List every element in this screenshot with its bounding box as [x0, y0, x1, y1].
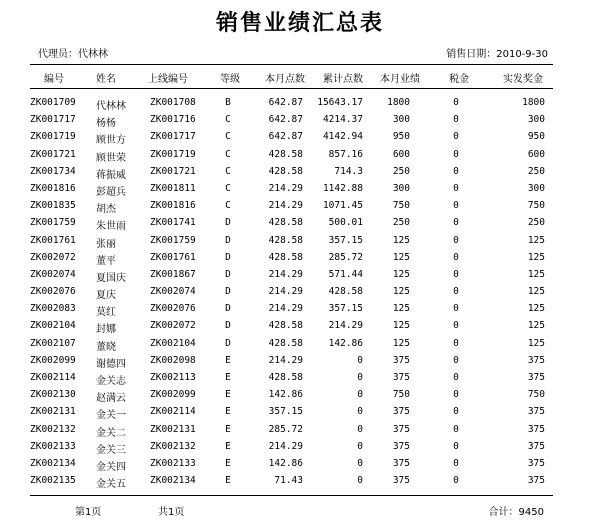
cell-id: ZK001761	[30, 234, 76, 246]
cell-name: 莫红	[96, 307, 116, 319]
date-value: 2010-9-30	[496, 49, 548, 60]
cell-bonus: 125	[527, 303, 545, 315]
cell-upline: ZK001759	[150, 234, 196, 246]
cell-month-sales: 1800	[387, 97, 410, 108]
cell-id: ZK002131	[30, 406, 76, 418]
cell-bonus: 950	[527, 131, 545, 143]
cell-tax: 0	[453, 475, 459, 487]
cell-name: 董平	[96, 255, 116, 267]
cell-name: 金关志	[96, 376, 126, 387]
cell-grade: D	[225, 217, 231, 229]
cell-month-points: 428.58	[268, 165, 303, 177]
cell-bonus: 375	[527, 475, 545, 487]
col-header-tax: 税金	[449, 74, 469, 85]
cell-month-sales: 375	[392, 440, 410, 452]
cell-id: ZK001717	[30, 114, 76, 126]
cell-tax: 0	[453, 234, 459, 246]
page-current: 第1页	[75, 507, 102, 518]
header-top-rule	[30, 64, 553, 65]
sales-date	[446, 45, 548, 60]
cell-name: 蒋振威	[96, 169, 126, 181]
cell-name: 胡杰	[96, 204, 116, 216]
cell-grade: E	[225, 457, 231, 469]
cell-grade: D	[225, 251, 231, 263]
cell-bonus: 1800	[522, 97, 545, 108]
cell-upline: ZK002114	[150, 406, 196, 418]
cell-total-points: 714.3	[334, 165, 363, 177]
cell-total-points: 571.44	[328, 268, 363, 280]
cell-grade: C	[225, 182, 231, 194]
cell-month-points: 142.86	[268, 457, 303, 469]
cell-grade: C	[225, 165, 231, 177]
table-row	[0, 180, 600, 197]
cell-id: ZK001835	[30, 200, 76, 212]
cell-name: 金关四	[96, 461, 126, 473]
cell-month-sales: 750	[392, 389, 410, 401]
cell-id: ZK001759	[30, 217, 76, 229]
cell-upline: ZK001761	[150, 251, 196, 263]
cell-bonus: 250	[527, 217, 545, 229]
cell-grade: D	[225, 234, 231, 246]
cell-month-points: 428.58	[268, 337, 303, 349]
cell-tax: 0	[453, 303, 459, 315]
cell-id: ZK001719	[30, 131, 76, 143]
cell-total-points: 857.16	[328, 148, 363, 160]
cell-bonus: 125	[527, 234, 545, 246]
cell-month-points: 428.58	[268, 217, 303, 229]
table-row	[0, 369, 600, 386]
cell-month-points: 642.87	[268, 114, 303, 126]
cell-month-points: 428.58	[268, 234, 303, 246]
cell-tax: 0	[453, 337, 459, 349]
cell-upline: ZK001816	[150, 200, 196, 212]
cell-bonus: 375	[527, 423, 545, 435]
cell-tax: 0	[453, 165, 459, 177]
cell-month-sales: 375	[392, 423, 410, 435]
cell-upline: ZK002113	[150, 372, 196, 383]
cell-id: ZK002130	[30, 389, 76, 401]
cell-bonus: 125	[527, 337, 545, 349]
date-label: 销售日期：	[446, 49, 497, 60]
cell-total-points: 4214.37	[322, 114, 363, 126]
cell-tax: 0	[453, 354, 459, 366]
table-row	[0, 317, 600, 334]
agent-label: 代理员：	[38, 49, 78, 60]
cell-month-sales: 125	[392, 251, 410, 263]
cell-name: 谢德四	[96, 358, 126, 370]
cell-tax: 0	[453, 148, 459, 160]
table-row	[0, 335, 600, 352]
cell-grade: B	[225, 97, 231, 108]
cell-upline: ZK002074	[150, 286, 196, 298]
cell-grade: E	[225, 406, 231, 418]
cell-upline: ZK001719	[150, 148, 196, 160]
table-row	[0, 214, 600, 231]
cell-bonus: 300	[527, 182, 545, 194]
cell-total-points: 0	[357, 457, 363, 469]
table-row	[0, 232, 600, 249]
cell-grade: C	[225, 200, 231, 212]
cell-upline: ZK002134	[150, 475, 196, 487]
cell-upline: ZK002098	[150, 354, 196, 366]
cell-name: 顾世荣	[96, 152, 126, 164]
cell-id: ZK002083	[30, 303, 76, 315]
cell-total-points: 285.72	[328, 251, 363, 263]
table-header	[0, 70, 600, 88]
cell-total-points: 0	[357, 423, 363, 435]
cell-month-sales: 125	[392, 320, 410, 332]
cell-name: 金关三	[96, 444, 126, 456]
cell-id: ZK001709	[30, 97, 76, 108]
cell-grade: E	[225, 372, 231, 383]
cell-tax: 0	[453, 320, 459, 332]
cell-name: 顾世方	[96, 135, 126, 147]
cell-bonus: 125	[527, 268, 545, 280]
cell-month-points: 214.29	[268, 440, 303, 452]
cell-grade: D	[225, 337, 231, 349]
cell-bonus: 125	[527, 251, 545, 263]
cell-id: ZK002107	[30, 337, 76, 349]
cell-grade: C	[225, 148, 231, 160]
cell-tax: 0	[453, 372, 459, 383]
cell-grade: E	[225, 354, 231, 366]
cell-grade: C	[225, 131, 231, 143]
table-bottom-rule	[30, 495, 553, 496]
cell-bonus: 375	[527, 372, 545, 383]
col-header-id: 编号	[44, 74, 64, 85]
cell-grade: E	[225, 440, 231, 452]
cell-tax: 0	[453, 389, 459, 401]
cell-month-sales: 250	[392, 165, 410, 177]
cell-total-points: 214.29	[328, 320, 363, 332]
cell-month-sales: 375	[392, 475, 410, 487]
cell-month-points: 214.29	[268, 200, 303, 212]
table-body	[0, 94, 600, 489]
cell-id: ZK001734	[30, 165, 76, 177]
cell-month-points: 428.58	[268, 372, 303, 383]
cell-tax: 0	[453, 286, 459, 298]
cell-upline: ZK002131	[150, 423, 196, 435]
cell-bonus: 750	[527, 200, 545, 212]
cell-total-points: 142.86	[328, 337, 363, 349]
cell-id: ZK002134	[30, 457, 76, 469]
agent-name: 代林林	[78, 49, 108, 60]
cell-month-sales: 125	[392, 234, 410, 246]
cell-month-sales: 300	[392, 114, 410, 126]
total-value: 9450	[518, 507, 544, 518]
cell-month-sales: 125	[392, 337, 410, 349]
cell-tax: 0	[453, 97, 459, 108]
cell-tax: 0	[453, 131, 459, 143]
cell-upline: ZK002072	[150, 320, 196, 332]
cell-total-points: 1142.88	[322, 182, 363, 194]
cell-month-sales: 125	[392, 286, 410, 298]
total-label: 合计：	[488, 507, 519, 518]
cell-total-points: 4142.94	[322, 131, 363, 143]
table-row	[0, 197, 600, 214]
cell-bonus: 375	[527, 440, 545, 452]
cell-month-sales: 950	[392, 131, 410, 143]
cell-tax: 0	[453, 457, 459, 469]
cell-grade: D	[225, 320, 231, 332]
cell-month-points: 428.58	[268, 320, 303, 332]
cell-total-points: 0	[357, 475, 363, 487]
cell-tax: 0	[453, 423, 459, 435]
cell-total-points: 428.58	[328, 286, 363, 298]
cell-id: ZK002099	[30, 354, 76, 366]
cell-name: 代林林	[96, 101, 126, 112]
cell-grade: E	[225, 423, 231, 435]
col-header-total-points: 累计点数	[323, 74, 363, 85]
cell-id: ZK002074	[30, 268, 76, 280]
table-row	[0, 283, 600, 300]
header-bottom-rule	[30, 88, 553, 89]
cell-tax: 0	[453, 200, 459, 212]
cell-total-points: 0	[357, 406, 363, 418]
cell-name: 夏国庆	[96, 272, 126, 284]
cell-bonus: 375	[527, 457, 545, 469]
cell-id: ZK002133	[30, 440, 76, 452]
cell-tax: 0	[453, 251, 459, 263]
cell-bonus: 125	[527, 320, 545, 332]
cell-upline: ZK001741	[150, 217, 196, 229]
table-row	[0, 352, 600, 369]
table-row	[0, 455, 600, 472]
cell-upline: ZK002099	[150, 389, 196, 401]
table-row	[0, 128, 600, 145]
cell-month-points: 142.86	[268, 389, 303, 401]
cell-grade: D	[225, 286, 231, 298]
agent-info	[38, 45, 108, 60]
cell-name: 金关一	[96, 410, 126, 422]
table-row	[0, 386, 600, 403]
table-row	[0, 266, 600, 283]
col-header-grade: 等级	[220, 74, 240, 85]
cell-month-points: 214.29	[268, 182, 303, 194]
cell-month-sales: 250	[392, 217, 410, 229]
cell-total-points: 0	[357, 440, 363, 452]
table-row	[0, 249, 600, 266]
cell-month-sales: 750	[392, 200, 410, 212]
cell-tax: 0	[453, 217, 459, 229]
cell-month-sales: 300	[392, 182, 410, 194]
cell-month-sales: 375	[392, 354, 410, 366]
cell-tax: 0	[453, 182, 459, 194]
cell-upline: ZK001717	[150, 131, 196, 143]
cell-grade: D	[225, 303, 231, 315]
cell-id: ZK001721	[30, 148, 76, 160]
cell-month-points: 214.29	[268, 354, 303, 366]
cell-bonus: 300	[527, 114, 545, 126]
table-row	[0, 472, 600, 489]
cell-grade: E	[225, 389, 231, 401]
cell-upline: ZK002133	[150, 457, 196, 469]
cell-grade: C	[225, 114, 231, 126]
cell-upline: ZK001867	[150, 268, 196, 280]
cell-id: ZK002104	[30, 320, 76, 332]
cell-upline: ZK002104	[150, 337, 196, 349]
cell-month-points: 428.58	[268, 251, 303, 263]
col-header-name: 姓名	[96, 74, 116, 85]
table-row	[0, 163, 600, 180]
cell-tax: 0	[453, 406, 459, 418]
cell-name: 彭超兵	[96, 186, 126, 198]
cell-upline: ZK001811	[150, 182, 196, 194]
cell-tax: 0	[453, 268, 459, 280]
cell-grade: D	[225, 268, 231, 280]
cell-bonus: 250	[527, 165, 545, 177]
cell-total-points: 1071.45	[322, 200, 363, 212]
cell-id: ZK002072	[30, 251, 76, 263]
cell-name: 朱世雨	[96, 221, 126, 233]
table-row	[0, 438, 600, 455]
cell-id: ZK002076	[30, 286, 76, 298]
cell-month-points: 214.29	[268, 286, 303, 298]
cell-upline: ZK001721	[150, 165, 196, 177]
col-header-month-points: 本月点数	[265, 74, 305, 85]
table-row	[0, 94, 600, 111]
col-header-bonus: 实发奖金	[503, 74, 543, 85]
cell-id: ZK001816	[30, 182, 76, 194]
cell-name: 赵满云	[96, 393, 126, 405]
cell-upline: ZK002076	[150, 303, 196, 315]
cell-total-points: 0	[357, 372, 363, 383]
cell-month-sales: 125	[392, 303, 410, 315]
cell-month-sales: 600	[392, 148, 410, 160]
cell-month-points: 428.58	[268, 148, 303, 160]
cell-bonus: 125	[527, 286, 545, 298]
table-row	[0, 300, 600, 317]
cell-month-sales: 375	[392, 372, 410, 383]
cell-month-points: 357.15	[268, 406, 303, 418]
cell-upline: ZK001716	[150, 114, 196, 126]
cell-name: 封娜	[96, 324, 116, 336]
report-title: 销售业绩汇总表	[215, 10, 384, 36]
cell-total-points: 357.15	[328, 303, 363, 315]
table-row	[0, 111, 600, 128]
cell-month-points: 214.29	[268, 303, 303, 315]
cell-total-points: 500.01	[328, 217, 363, 229]
cell-month-points: 642.87	[268, 97, 303, 108]
cell-name: 金关五	[96, 479, 126, 491]
cell-month-points: 642.87	[268, 131, 303, 143]
cell-tax: 0	[453, 440, 459, 452]
cell-name: 金关二	[96, 427, 126, 439]
cell-total-points: 357.15	[328, 234, 363, 246]
cell-name: 董晓	[96, 341, 116, 353]
cell-id: ZK002132	[30, 423, 76, 435]
cell-name: 张丽	[96, 238, 116, 250]
table-row	[0, 403, 600, 420]
cell-name: 夏庆	[96, 290, 116, 302]
cell-bonus: 375	[527, 354, 545, 366]
table-row	[0, 146, 600, 163]
cell-bonus: 750	[527, 389, 545, 401]
cell-month-sales: 375	[392, 457, 410, 469]
cell-id: ZK002114	[30, 372, 76, 383]
table-row	[0, 421, 600, 438]
cell-month-points: 214.29	[268, 268, 303, 280]
cell-month-sales: 125	[392, 268, 410, 280]
cell-upline: ZK001708	[150, 97, 196, 108]
cell-name: 杨杨	[96, 118, 116, 130]
cell-total-points: 0	[357, 354, 363, 366]
cell-grade: E	[225, 475, 231, 487]
cell-upline: ZK002132	[150, 440, 196, 452]
page-total: 共1页	[158, 507, 185, 518]
cell-bonus: 600	[527, 148, 545, 160]
cell-total-points: 0	[357, 389, 363, 401]
cell-month-points: 71.43	[274, 475, 303, 487]
cell-id: ZK002135	[30, 475, 76, 487]
cell-month-sales: 375	[392, 406, 410, 418]
col-header-month-sales: 本月业绩	[380, 74, 420, 85]
col-header-upline: 上线编号	[148, 74, 188, 85]
cell-tax: 0	[453, 114, 459, 126]
cell-month-points: 285.72	[268, 423, 303, 435]
cell-total-points: 15643.17	[317, 97, 363, 108]
grand-total	[489, 503, 544, 518]
cell-bonus: 375	[527, 406, 545, 418]
